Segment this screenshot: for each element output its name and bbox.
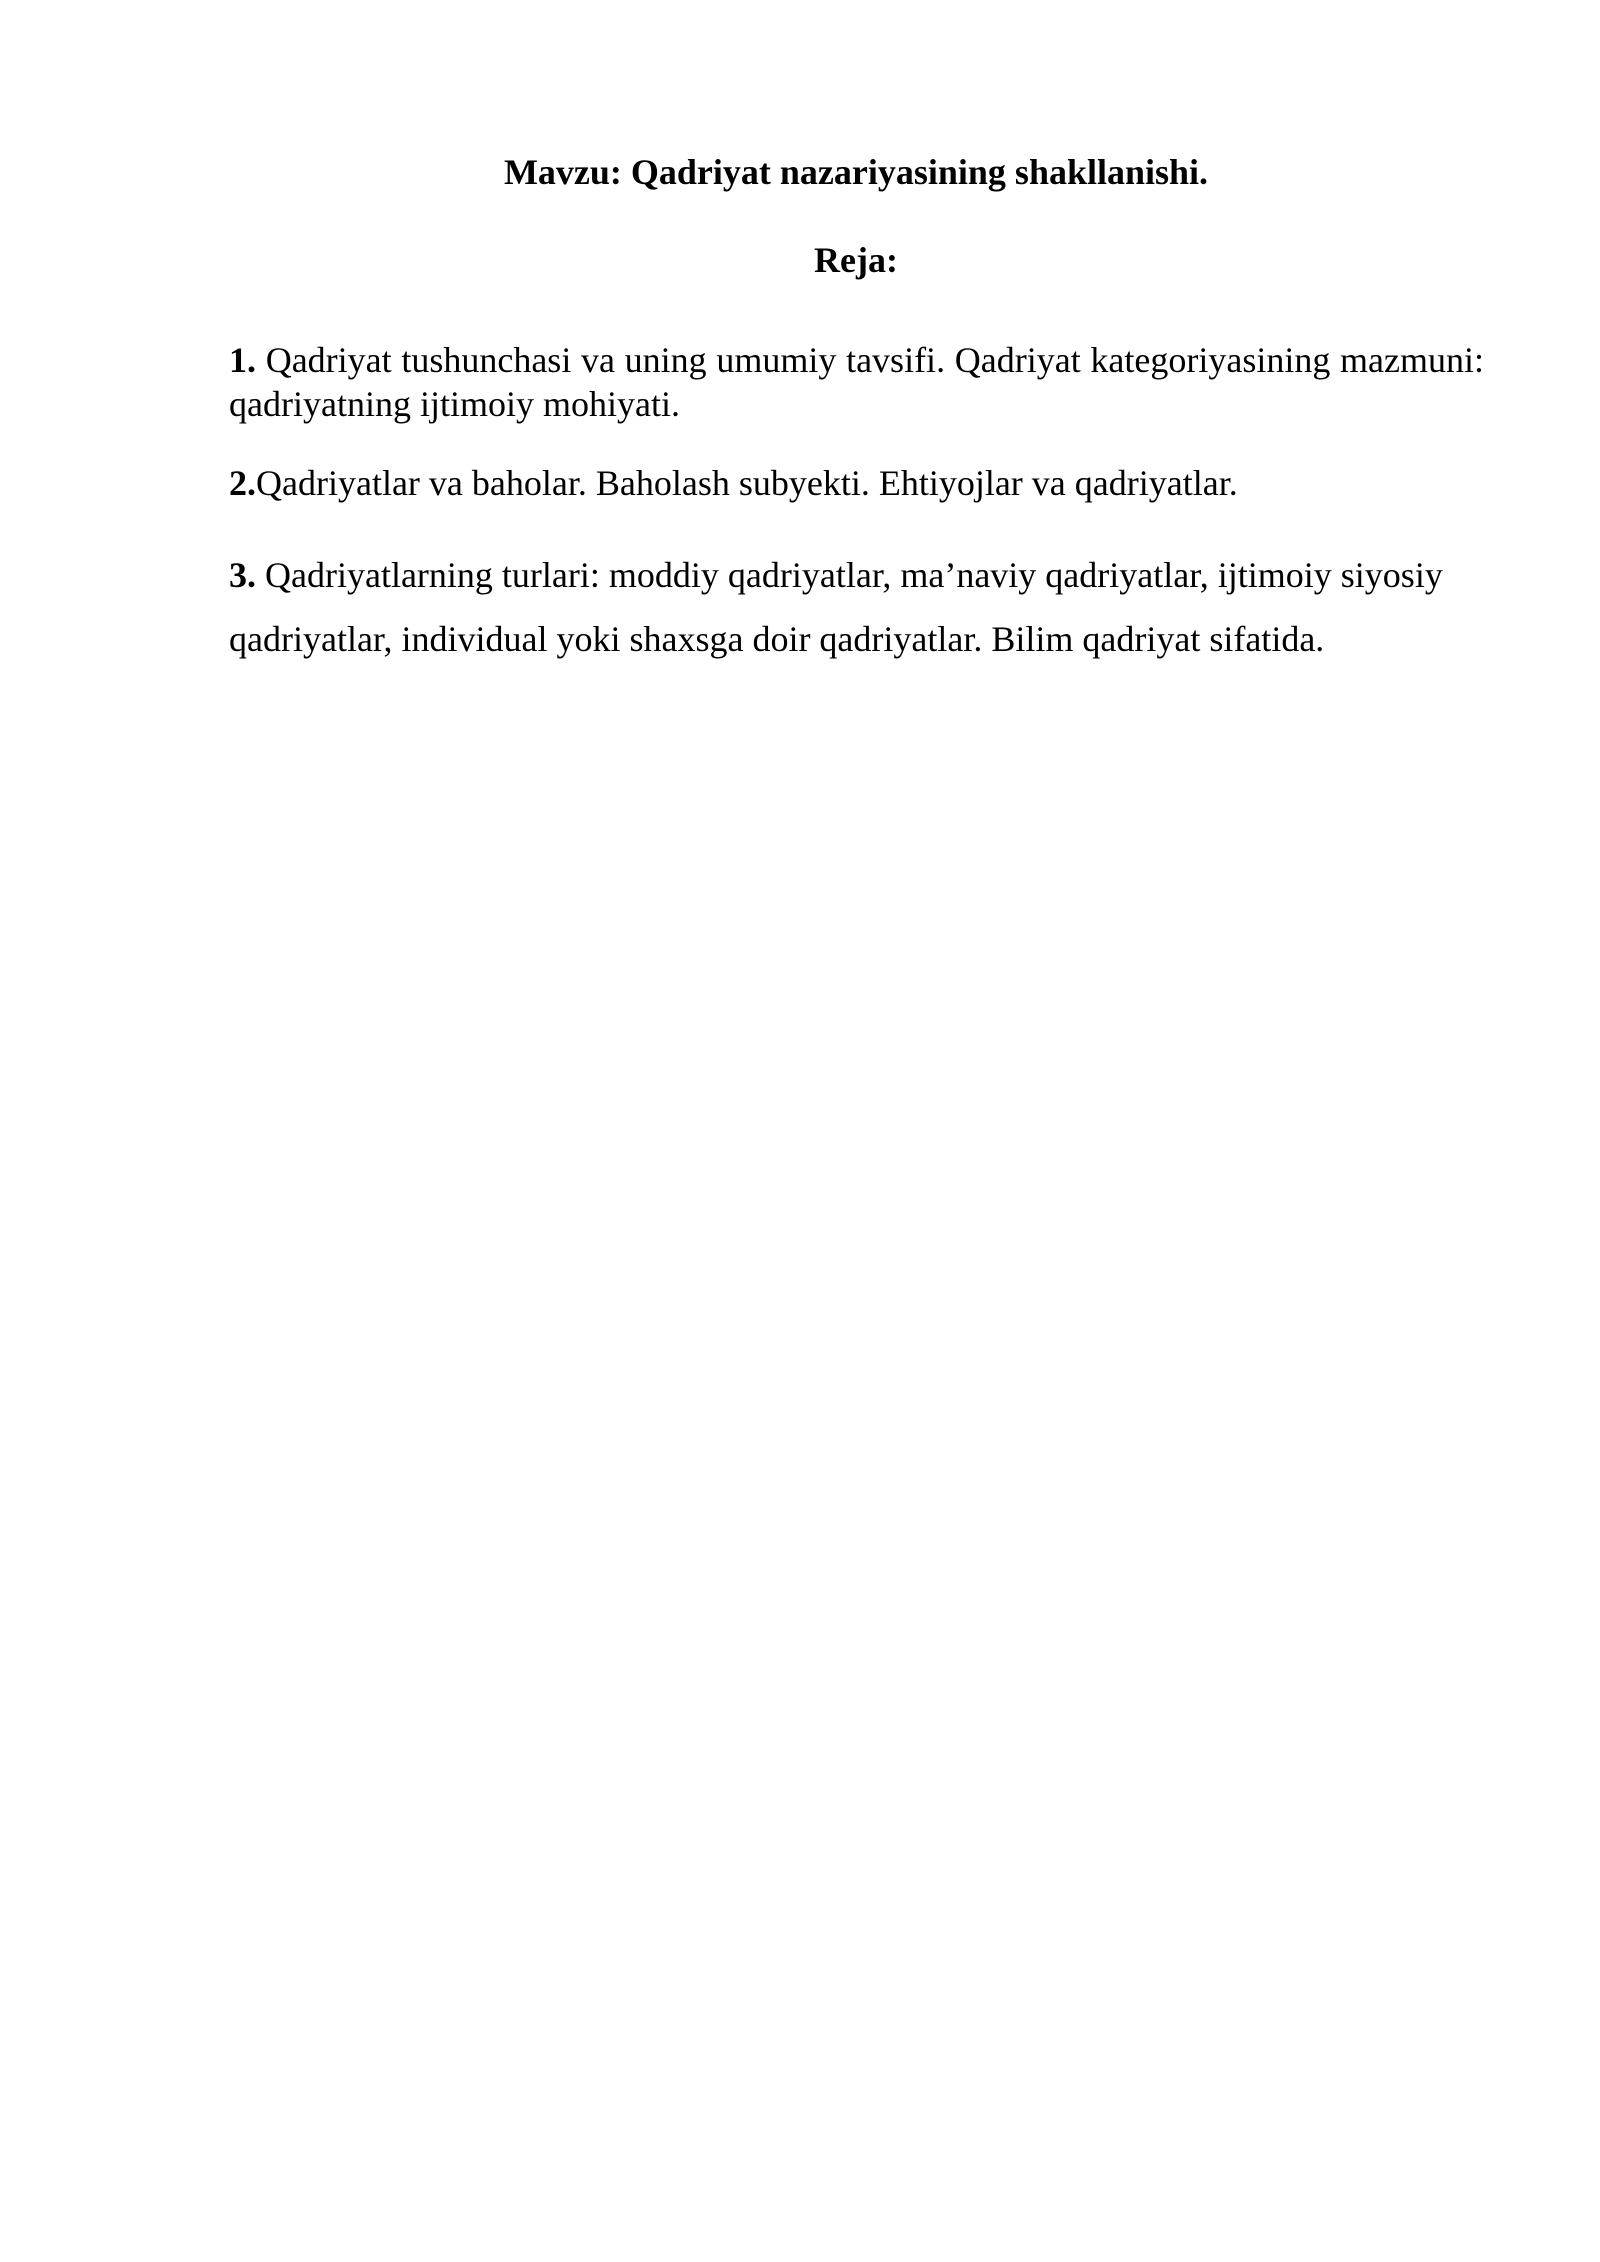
plan-list xyxy=(229,338,1484,671)
plan-item xyxy=(229,543,1484,671)
item-number: 1. xyxy=(229,340,256,380)
plan-item xyxy=(229,338,1484,426)
plan-heading: Reja: xyxy=(814,240,898,280)
item-text: Qadriyat tushunchasi va uning umumiy tavsifi. Qadriyat kategoriyasining mazmuni: qadriyatning ijtimoiy mohiyati. xyxy=(229,340,1484,424)
item-text: Qadriyatlar va baholar. Baholash subyekti. Ehtiyojlar va qadriyatlar. xyxy=(256,463,1238,503)
item-number: 2. xyxy=(229,463,256,503)
plan-item xyxy=(229,461,1484,505)
item-text: Qadriyatlarning turlari: moddiy qadriyatlar, ma’naviy qadriyatlar, ijtimoiy siyosiy qadriyatlar, individual yoki shaxsga doir qadriyatlar. Bilim qadriyat sifatida. xyxy=(229,555,1443,659)
document-title: Mavzu: Qadriyat nazariyasining shakllanishi. xyxy=(503,152,1209,192)
item-number: 3. xyxy=(229,555,256,595)
